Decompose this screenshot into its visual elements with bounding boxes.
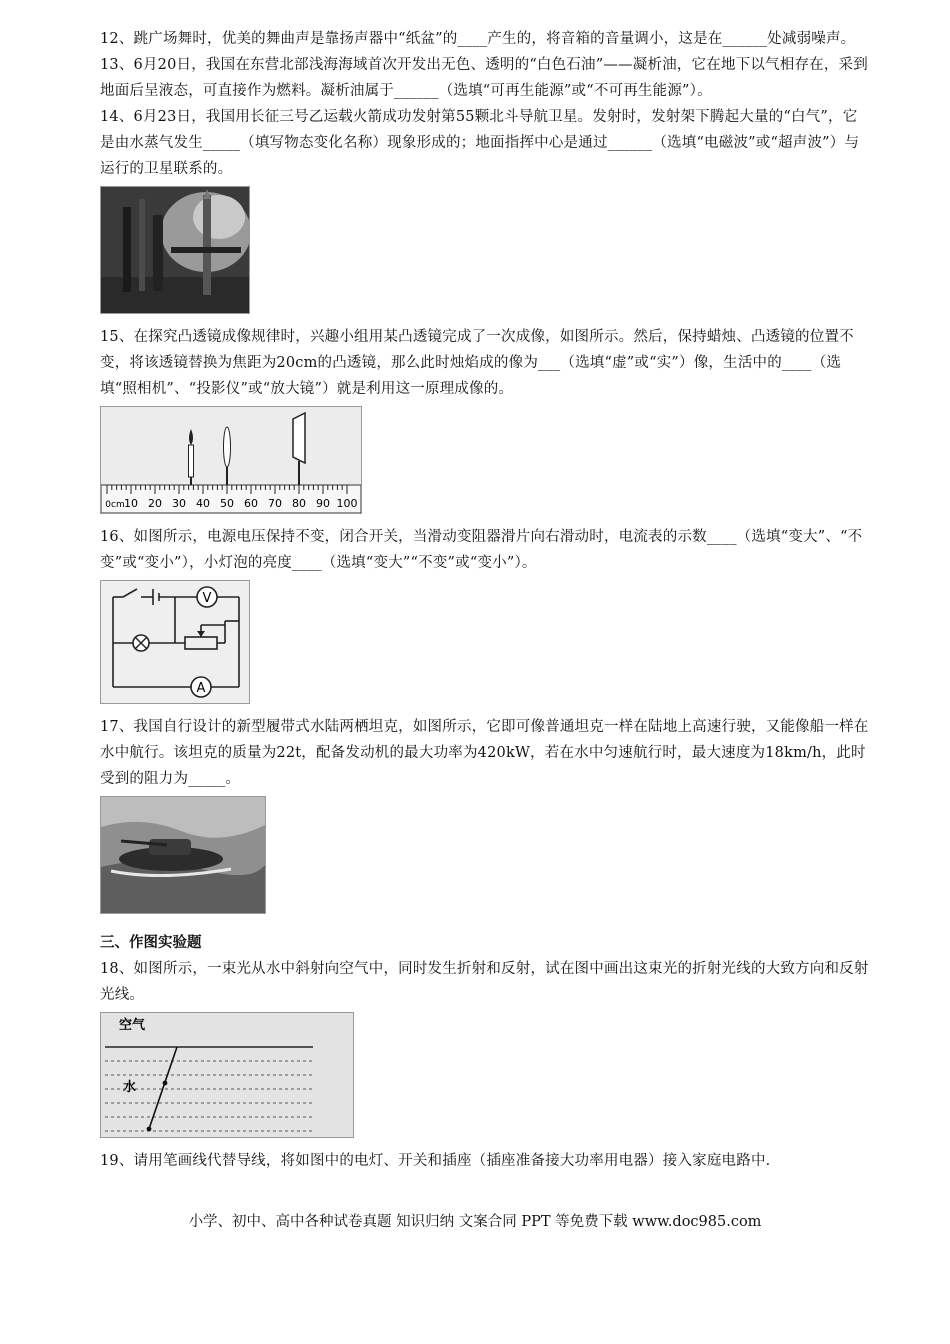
question-17: 17、我国自行设计的新型履带式水陆两栖坦克，如图所示，它即可像普通坦克一样在陆地上高速行驶，又能像船一样在水中航行。该坦克的质量为22t，配备发动机的最大功率为420kW，若在水中匀速航行时，最大速度为18km/h，此时受到的阻力为_____。: [100, 719, 869, 787]
question-15: 15、在探究凸透镜成像规律时，兴趣小组用某凸透镜完成了一次成像，如图所示。然后，保持蜡烛、凸透镜的位置不变，将该透镜替换为焦距为20cm的凸透镜，那么此时烛焰成的像为___（选填“虚”或“实”）像，生活中的____（选填“照相机”、“投影仪”或“放大镜”）就是利用这一原理成像的。: [100, 329, 854, 397]
question-19: 19、请用笔画线代替导线，将如图中的电灯、开关和插座（插座准备接大功率用电器）接入家庭电路中．: [100, 1153, 781, 1169]
air-label: 空气: [119, 1018, 146, 1033]
ruler-label: 50: [220, 497, 234, 510]
circuit-diagram: [100, 580, 250, 704]
ruler-label: 90: [316, 497, 330, 510]
question-16: 16、如图所示，电源电压保持不变，闭合开关，当滑动变阻器滑片向右滑动时，电流表的示数____（选填“变大”、“不变”或“变小”），小灯泡的亮度____（选填“变大”“不变”或“变小”）。: [100, 529, 863, 571]
rocket-launch-photo: [100, 186, 250, 314]
question-13: 13、6月20日，我国在东营北部浅海海域首次开发出无色、透明的“白色石油”——凝析油，它在地下以气相存在，采到地面后呈液态，可直接作为燃料。凝析油属于______（选填“可再生能源”或“不可再生能源”）。: [100, 57, 868, 99]
convex-lens: [224, 427, 231, 467]
amphibious-tank-photo: [100, 796, 266, 914]
voltmeter-label: V: [202, 591, 212, 606]
ruler-label: 60: [244, 497, 258, 510]
ruler-label: 30: [172, 497, 186, 510]
ruler-label: 20: [148, 497, 162, 510]
footer-text: 小学、初中、高中各种试卷真题 知识归纳 文案合同 PPT 等免费下载 www.doc985.com: [188, 1214, 762, 1230]
ruler-label: 10: [124, 497, 138, 510]
question-12: 12、跳广场舞时，优美的舞曲声是靠扬声器中“纸盆”的____产生的，将音箱的音量调小，这是在______处减弱噪声。: [100, 31, 856, 47]
document-body: [100, 26, 870, 1174]
screen: [293, 413, 305, 463]
refraction-figure: [100, 1012, 354, 1138]
water-label: 水: [123, 1080, 137, 1095]
ruler-label: 100: [336, 497, 358, 510]
candle: [189, 445, 194, 477]
question-14: 14、6月23日，我国用长征三号乙运载火箭成功发射第55颗北斗导航卫星。发射时，发射架下腾起大量的“白气”，它是由水蒸气发生_____（填写物态变化名称）现象形成的；地面指挥中心是通过______（选填“电磁波”或“超声波”）与运行的卫星联系的。: [100, 109, 860, 177]
ruler-label: 40: [196, 497, 210, 510]
section-3-title: 三、作图实验题: [100, 935, 202, 951]
ruler-label: 80: [292, 497, 306, 510]
optical-bench-figure: [100, 406, 362, 514]
ruler-label: 0cm: [105, 500, 125, 510]
ruler-label: 70: [268, 497, 282, 510]
question-18: 18、如图所示，一束光从水中斜射向空气中，同时发生折射和反射，试在图中画出这束光的折射光线的大致方向和反射光线。: [100, 961, 869, 1003]
ammeter-label: A: [196, 681, 206, 696]
